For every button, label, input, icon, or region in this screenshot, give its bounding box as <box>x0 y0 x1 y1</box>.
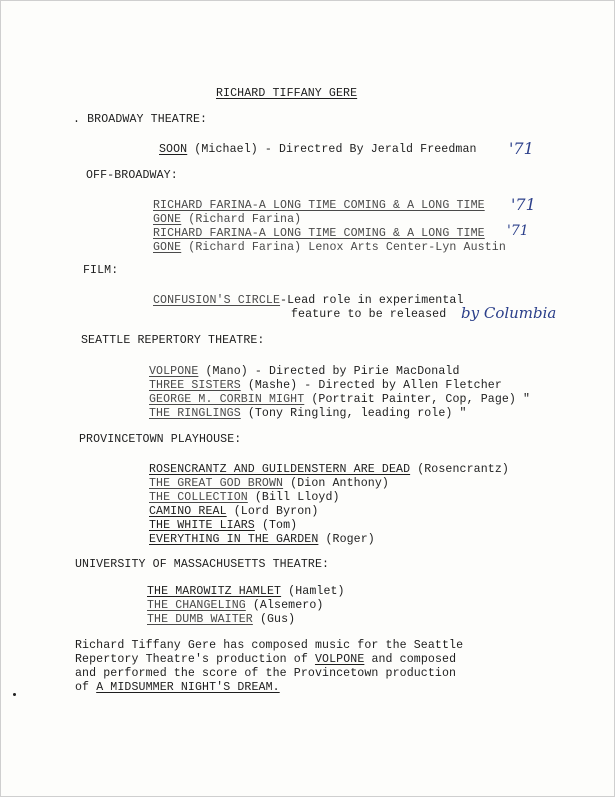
paragraph-midsummer: A MIDSUMMER NIGHT'S DREAM. <box>96 681 280 694</box>
seattle-item <box>149 365 460 379</box>
umass-detail: (Gus) <box>259 613 296 626</box>
provincetown-item <box>149 519 297 533</box>
seattle-item <box>149 407 467 421</box>
seattle-item <box>149 379 502 393</box>
paragraph-line-2-end: and composed <box>371 653 457 666</box>
broadway-entry <box>159 143 477 157</box>
provincetown-show: EVERYTHING IN THE GARDEN <box>149 533 319 546</box>
provincetown-show: THE WHITE LIARS <box>149 519 255 532</box>
provincetown-item <box>149 477 389 491</box>
provincetown-detail: (Dion Anthony) <box>290 477 389 490</box>
provincetown-detail: (Rosencrantz) <box>417 463 509 476</box>
paragraph-line-2-text: Repertory Theatre's production of <box>75 653 308 666</box>
film-entry <box>153 294 464 308</box>
umass-item <box>147 599 323 613</box>
umass-item <box>147 585 345 599</box>
page-title: RICHARD TIFFANY GERE <box>216 87 358 100</box>
umass-detail: (Alsemero) <box>252 599 324 612</box>
seattle-item <box>149 393 530 407</box>
seattle-detail: (Mano) - Directed by Pirie MacDonald <box>205 365 460 378</box>
provincetown-show: ROSENCRANTZ AND GUILDENSTERN ARE DEAD <box>149 463 411 476</box>
film-show: CONFUSION'S CIRCLE <box>153 294 281 307</box>
film-heading: FILM: <box>83 264 119 277</box>
provincetown-detail: (Tom) <box>261 519 298 532</box>
film-handwritten-note: by Columbia <box>461 304 557 322</box>
seattle-detail: (Portrait Painter, Cop, Page) " <box>311 393 531 406</box>
broadway-detail: (Michael) - Directred By Jerald Freedman <box>194 143 477 156</box>
provincetown-detail: (Lord Byron) <box>233 505 319 518</box>
off-broadway-line-3: RICHARD FARINA-A LONG TIME COMING & A LONG TIME <box>153 227 485 240</box>
paragraph-volpone: VOLPONE <box>314 653 365 666</box>
off-broadway-line-2-role: (Richard Farina) <box>188 213 302 226</box>
margin-mark <box>13 693 16 696</box>
off-broadway-line-2-title: GONE <box>153 213 182 226</box>
provincetown-show: THE COLLECTION <box>149 491 248 504</box>
film-detail-1: -Lead role in experimental <box>280 294 464 307</box>
provincetown-detail: (Roger) <box>325 533 375 546</box>
provincetown-item <box>149 463 509 477</box>
seattle-heading: SEATTLE REPERTORY THEATRE: <box>81 334 265 347</box>
provincetown-heading: PROVINCETOWN PLAYHOUSE: <box>79 433 242 446</box>
umass-show: THE MAROWITZ HAMLET <box>147 585 282 598</box>
seattle-show: GEORGE M. CORBIN MIGHT <box>149 393 305 406</box>
paragraph-line-3: and performed the score of the Provincetown production <box>75 667 457 680</box>
provincetown-item <box>149 491 340 505</box>
paragraph-line-4 <box>75 681 280 695</box>
broadway-heading: . BROADWAY THEATRE: <box>73 113 208 126</box>
off-broadway-line-4 <box>153 241 506 255</box>
umass-show: THE DUMB WAITER <box>147 613 253 626</box>
provincetown-show: CAMINO REAL <box>149 505 227 518</box>
off-broadway-heading: OFF-BROADWAY: <box>86 169 178 182</box>
umass-heading: UNIVERSITY OF MASSACHUSETTS THEATRE: <box>75 558 330 571</box>
seattle-detail: (Tony Ringling, leading role) " <box>247 407 467 420</box>
provincetown-item <box>149 533 375 547</box>
paragraph-line-2 <box>75 653 456 667</box>
off-broadway-handwritten-year-2: '71 <box>507 223 529 239</box>
umass-detail: (Hamlet) <box>288 585 345 598</box>
seattle-show: THE RINGLINGS <box>149 407 241 420</box>
off-broadway-line-2 <box>153 213 301 227</box>
seattle-show: THREE SISTERS <box>149 379 241 392</box>
umass-show: THE CHANGELING <box>147 599 246 612</box>
off-broadway-line-4-detail: (Richard Farina) Lenox Arts Center-Lyn Austin <box>188 241 506 254</box>
broadway-show: SOON <box>159 143 188 156</box>
umass-item <box>147 613 295 627</box>
seattle-show: VOLPONE <box>149 365 199 378</box>
off-broadway-line-4-title: GONE <box>153 241 182 254</box>
seattle-detail: (Mashe) - Directed by Allen Fletcher <box>247 379 502 392</box>
paragraph-line-4-text: of <box>75 681 90 694</box>
off-broadway-handwritten-year-1: '71 <box>511 195 536 214</box>
provincetown-detail: (Bill Lloyd) <box>254 491 340 504</box>
off-broadway-line-1: RICHARD FARINA-A LONG TIME COMING & A LONG TIME <box>153 199 485 212</box>
film-detail-2: feature to be released <box>291 308 447 321</box>
provincetown-show: THE GREAT GOD BROWN <box>149 477 284 490</box>
provincetown-item <box>149 505 318 519</box>
broadway-handwritten-year: '71 <box>509 139 534 158</box>
paragraph-line-1: Richard Tiffany Gere has composed music for the Seattle <box>75 639 464 652</box>
